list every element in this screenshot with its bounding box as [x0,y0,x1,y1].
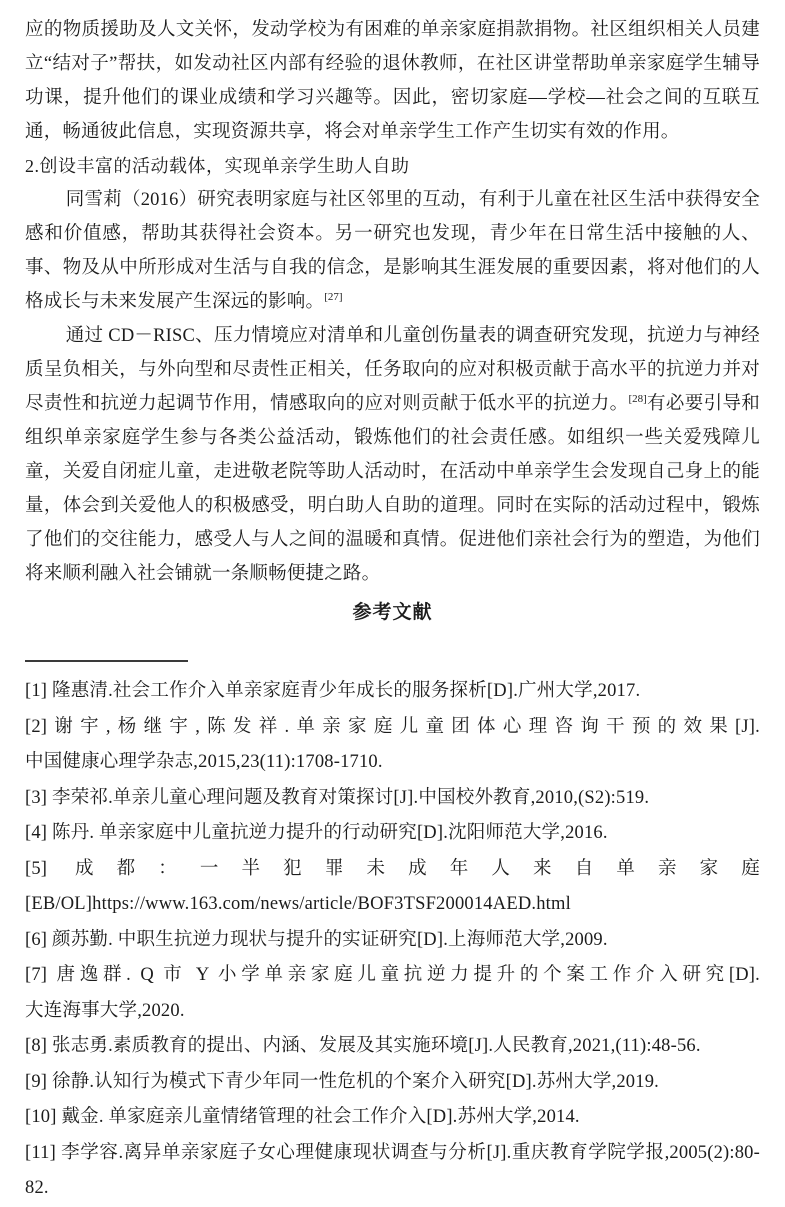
references-title: 参考文献 [352,602,433,623]
reference-item-5: [5] 成都：一半犯罪未成年人来自单亲家庭[EB/OL]https://www.163.com/news/article/BOF3TSF200014AED.html [25,858,760,914]
reference-item-2: [2]谢宇,杨继宇,陈发祥.单亲家庭儿童团体心理咨询干预的效果[J].中国健康心理学杂志,2015,23(11):1708-1710. [25,716,760,772]
reference-item-1: [1] 隆惠清.社会工作介入单亲家庭青少年成长的服务探析[D].广州大学,2017. [25,681,641,701]
reference-item-11: [11] 李学容.离异单亲家庭子女心理健康现状调查与分析[J].重庆教育学院学报,2005(2):80-82. [25,1142,760,1198]
reference-item-10: [10] 戴金. 单家庭亲儿童情绪管理的社会工作介入[D].苏州大学,2014. [25,1107,580,1127]
citation-superscript-27: [27] [324,290,343,303]
paragraph-text: 同雪莉（2016）研究表明家庭与社区邻里的互动，有利于儿童在社区生活中获得安全感和价值感，帮助其获得社会资本。另一研究也发现，青少年在日常生活中接触的人、事、物及从中所形成对生活与自我的信念，是影响其生涯发展的重要因素，将对他们的人格成长与未来发展产生深远的影响。 [25,190,760,312]
paragraph-text: 通过 CD－RISC、压力情境应对清单和儿童创伤量表的调查研究发现，抗逆力与神经质呈负相关，与外向型和尽责性正相关，任务取向的应对积极贡献于高水平的抗逆力并对尽责性和抗逆力起调节作用，情感取向的应对则贡献于低水平的抗逆力。 [25,326,760,414]
citation-superscript-28: [28] [628,392,647,405]
reference-item-7: [7] 唐逸群. Q 市 Y 小学单亲家庭儿童抗逆力提升的个案工作介入研究[D].大连海事大学,2020. [25,965,760,1021]
footnote-separator-line [25,660,188,662]
paragraph-text: 有必要引导和组织单亲家庭学生参与各类公益活动，锻炼他们的社会责任感。如组织一些关爱残障儿童，关爱自闭症儿童，走进敬老院等助人活动时，在活动中单亲学生会发现自己身上的能量，体会到关爱他人的积极感受，明白助人自助的道理。同时在实际的活动过程中，锻炼了他们的交往能力，感受人与人之间的温暖和真情。促进他们亲社会行为的塑造，为他们将来顺利融入社会铺就一条顺畅便捷之路。 [25,394,761,584]
reference-item-9: [9] 徐静.认知行为模式下青少年同一性危机的个案介入研究[D].苏州大学,2019. [25,1071,659,1092]
references-list [25,674,760,1207]
body-paragraph [25,319,760,591]
reference-item-6: [6] 颜苏勤. 中职生抗逆力现状与提升的实证研究[D].上海师范大学,2009. [25,929,608,950]
reference-item-8: [8] 张志勇.素质教育的提出、内涵、发展及其实施环境[J].人民教育,2021,(11):48-56. [25,1036,701,1056]
body-paragraph [25,183,760,319]
section-heading-2: 2.创设丰富的活动载体，实现单亲学生助人自助 [25,156,410,176]
body-paragraph-continuation: 应的物质援助及人文关怀，发动学校为有困难的单亲家庭捐款捐物。社区组织相关人员建立“结对子”帮扶，如发动社区内部有经验的退休教师，在社区讲堂帮助单亲家庭学生辅导功课，提升他们的课业成绩和学习兴趣等。因此，密切家庭—学校—社会之间的互联互通，畅通彼此信息，实现资源共享，将会对单亲学生工作产生切实有效的作用。 [25,20,760,142]
reference-item-3: [3] 李荣祁.单亲儿童心理问题及教育对策探讨[J].中国校外教育,2010,(S2):519. [25,787,650,808]
reference-item-4: [4] 陈丹. 单亲家庭中儿童抗逆力提升的行动研究[D].沈阳师范大学,2016. [25,823,608,843]
